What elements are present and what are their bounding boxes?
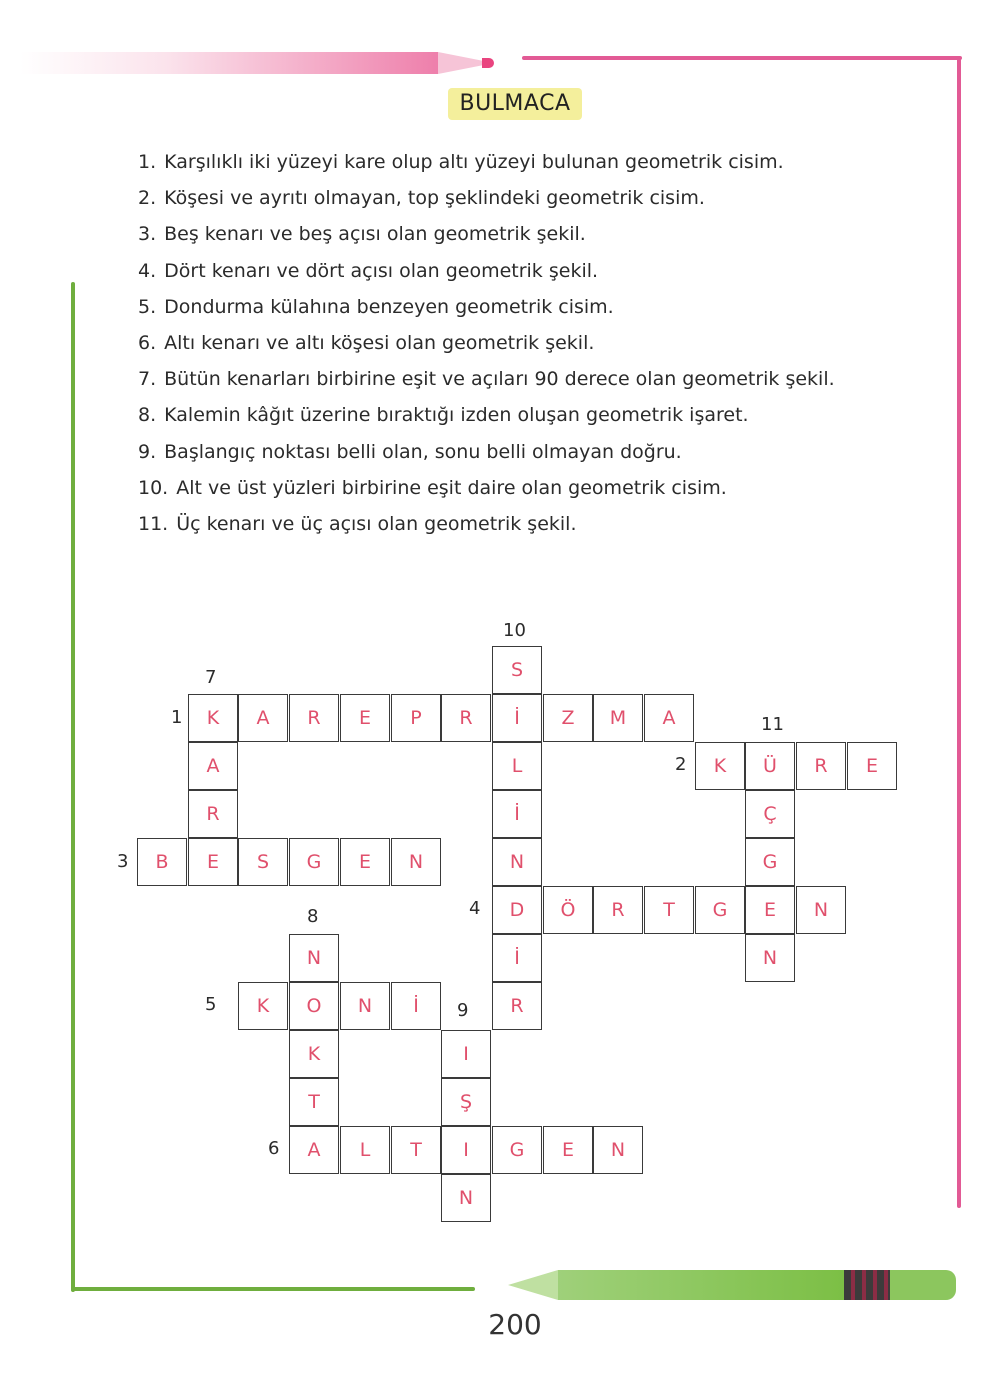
crossword-cell: R [289,694,339,742]
clue-item [138,150,898,186]
crossword-cell: I [441,1126,491,1174]
crossword-cell: G [289,838,339,886]
clue-text: Karşılıklı iki yüzeyi kare olup altı yüzeyi bulunan geometrik cisim. [164,151,784,173]
clue-item [138,186,898,222]
crossword-cell: K [289,1030,339,1078]
clue-item [138,440,898,476]
clue-text: Köşesi ve ayrıtı olmayan, top şeklindeki geometrik cisim. [164,187,705,210]
crossword-cell: R [796,742,846,790]
crossword-cell: İ [492,790,542,838]
crossword-number-3: 3 [117,851,129,872]
crossword-cell: Z [543,694,593,742]
green-pencil-end [890,1270,956,1300]
green-border-left [71,282,75,1292]
crossword-cell: İ [391,982,441,1030]
crossword-cell: N [340,982,390,1030]
crossword-cell: N [745,934,795,982]
crossword-cell: R [593,886,643,934]
crossword-cell: N [492,838,542,886]
clue-text: Üç kenarı ve üç açısı olan geometrik şekil. [176,512,577,535]
crossword-number-10: 10 [503,620,526,641]
crossword-cell: A [644,694,694,742]
clue-item [138,222,898,258]
crossword-cell: K [238,982,288,1030]
clue-number: 2. [138,187,157,210]
crossword-cell: Ü [745,742,795,790]
crossword-cell: K [695,742,745,790]
crossword-cell: A [188,742,238,790]
clue-number: 9. [138,440,157,463]
clue-item [138,295,898,331]
crossword-cell: P [391,694,441,742]
crossword-cell: K [188,694,238,742]
clue-text: Başlangıç noktası belli olan, sonu belli olmayan doğru. [164,440,682,463]
crossword-cell: N [391,838,441,886]
clue-text: Bütün kenarları birbirine eşit ve açıları 90 derece olan geometrik şekil. [164,368,835,391]
crossword-cell: İ [492,934,542,982]
clue-number: 3. [138,223,157,246]
crossword-cell: N [593,1126,643,1174]
crossword-cell: G [745,838,795,886]
crossword-cell: O [289,982,339,1030]
crossword-number-11: 11 [761,714,784,735]
crossword-number-4: 4 [469,898,481,919]
crossword-cell: L [492,742,542,790]
green-pencil-decoration [558,1270,844,1300]
crossword-cell: I [441,1030,491,1078]
clue-item [138,403,898,439]
crossword-cell: R [188,790,238,838]
clue-number: 10. [138,476,169,499]
clue-text: Altı kenarı ve altı köşesi olan geometrik şekil. [164,331,595,354]
crossword-cell: Ö [543,886,593,934]
crossword-number-8: 8 [307,906,319,927]
page-number: 200 [488,1308,542,1341]
crossword-cell: B [137,838,187,886]
clue-number: 1. [138,151,157,173]
crossword-number-2: 2 [675,754,687,775]
crossword-number-6: 6 [268,1138,280,1159]
pink-border-top [522,56,962,60]
crossword-cell: T [644,886,694,934]
green-pencil-band [844,1270,890,1300]
clue-number: 4. [138,259,157,282]
crossword-cell: E [340,694,390,742]
crossword-cell: A [238,694,288,742]
crossword-cell: Ş [441,1078,491,1126]
pink-pencil-decoration [20,52,438,74]
clue-text: Alt ve üst yüzleri birbirine eşit daire olan geometrik cisim. [176,476,727,499]
clue-number: 5. [138,295,157,318]
clue-number: 11. [138,512,169,535]
page-title: BULMACA [448,88,582,120]
clue-text: Beş kenarı ve beş açısı olan geometrik şekil. [164,223,586,246]
clue-text: Dondurma külahına benzeyen geometrik cisim. [164,295,614,318]
crossword-cell: Ç [745,790,795,838]
crossword-cell: N [289,934,339,982]
clue-text: Dört kenarı ve dört açısı olan geometrik şekil. [164,259,599,282]
crossword-cell: G [695,886,745,934]
crossword-cell: A [289,1126,339,1174]
clue-number: 6. [138,331,157,354]
crossword-cell: R [441,694,491,742]
crossword-cell: S [238,838,288,886]
crossword-cell: N [796,886,846,934]
crossword-cell: İ [492,694,542,742]
crossword-cell: E [847,742,897,790]
green-pencil-tip [508,1270,558,1300]
crossword-number-1: 1 [171,707,183,728]
crossword-number-9: 9 [457,1000,469,1021]
clue-number: 7. [138,368,157,391]
crossword-cell: D [492,886,542,934]
crossword-cell: T [391,1126,441,1174]
clue-item [138,367,898,403]
crossword-number-7: 7 [205,667,217,688]
clue-item [138,259,898,295]
crossword-cell: S [492,646,542,694]
crossword-number-5: 5 [205,994,217,1015]
clue-item [138,476,898,512]
crossword-cell: R [492,982,542,1030]
crossword-cell: N [441,1174,491,1222]
crossword-cell: E [340,838,390,886]
crossword-cell: M [593,694,643,742]
clue-item [138,512,898,548]
clue-number: 8. [138,404,157,427]
crossword-cell: E [745,886,795,934]
pink-pencil-lead [482,58,494,68]
crossword-cell: L [340,1126,390,1174]
pink-border-right [957,58,961,1208]
clue-list [138,150,898,548]
crossword-cell: T [289,1078,339,1126]
clue-item [138,331,898,367]
crossword-cell: E [543,1126,593,1174]
crossword-cell: G [492,1126,542,1174]
clue-text: Kalemin kâğıt üzerine bıraktığı izden oluşan geometrik işaret. [164,404,749,427]
crossword-cell: E [188,838,238,886]
green-border-bottom [73,1287,475,1291]
